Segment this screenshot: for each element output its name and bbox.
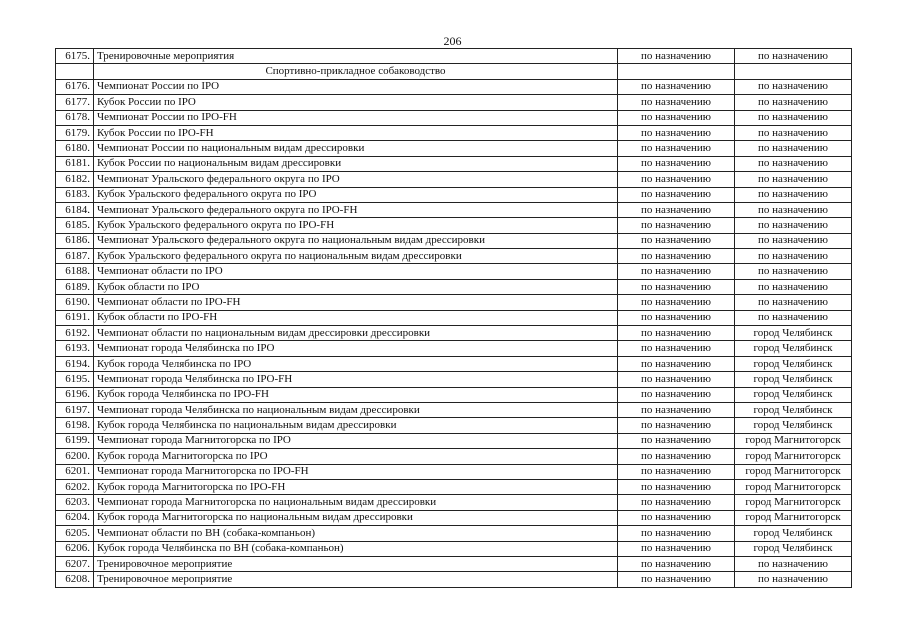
location-cell: город Магнитогорск	[735, 479, 852, 494]
venue-cell: по назначению	[618, 464, 735, 479]
location-cell: по назначению	[735, 202, 852, 217]
table-row	[56, 433, 852, 448]
row-number: 6208.	[56, 572, 94, 587]
row-number: 6189.	[56, 279, 94, 294]
table-row	[56, 125, 852, 140]
row-number: 6196.	[56, 387, 94, 402]
location-cell: по назначению	[735, 95, 852, 110]
table-row	[56, 464, 852, 479]
event-name: Тренировочное мероприятие	[94, 556, 618, 571]
venue-cell: по назначению	[618, 387, 735, 402]
venue-cell: по назначению	[618, 372, 735, 387]
event-name: Чемпионат России по национальным видам дрессировки	[94, 141, 618, 156]
venue-cell: по назначению	[618, 264, 735, 279]
row-number: 6199.	[56, 433, 94, 448]
location-cell: по назначению	[735, 572, 852, 587]
venue-cell: по назначению	[618, 356, 735, 371]
location-cell: город Челябинск	[735, 402, 852, 417]
table-row	[56, 479, 852, 494]
event-name: Чемпионат Уральского федерального округа по IPO-FH	[94, 202, 618, 217]
location-cell: по назначению	[735, 264, 852, 279]
venue-cell: по назначению	[618, 556, 735, 571]
location-cell: город Челябинск	[735, 418, 852, 433]
event-name: Кубок города Магнитогорска по IPO-FH	[94, 479, 618, 494]
event-name: Кубок города Челябинска по IPO-FH	[94, 387, 618, 402]
event-name: Чемпионат города Магнитогорска по IPO	[94, 433, 618, 448]
venue-cell: по назначению	[618, 187, 735, 202]
venue-cell: по назначению	[618, 449, 735, 464]
table-row	[56, 79, 852, 94]
row-number: 6200.	[56, 449, 94, 464]
row-number: 6190.	[56, 295, 94, 310]
location-cell: по назначению	[735, 172, 852, 187]
section-empty-cell	[618, 64, 735, 79]
table-row	[56, 495, 852, 510]
venue-cell: по назначению	[618, 279, 735, 294]
event-name: Кубок области по IPO-FH	[94, 310, 618, 325]
row-number: 6178.	[56, 110, 94, 125]
venue-cell: по назначению	[618, 402, 735, 417]
location-cell: по назначению	[735, 310, 852, 325]
page-number: 206	[443, 34, 462, 48]
venue-cell: по назначению	[618, 79, 735, 94]
row-number: 6185.	[56, 218, 94, 233]
table-row	[56, 402, 852, 417]
table-row	[56, 572, 852, 587]
location-cell: город Магнитогорск	[735, 449, 852, 464]
section-number-cell	[56, 64, 94, 79]
table-row	[56, 510, 852, 525]
venue-cell: по назначению	[618, 218, 735, 233]
venue-cell: по назначению	[618, 156, 735, 171]
row-number: 6206.	[56, 541, 94, 556]
venue-cell: по назначению	[618, 172, 735, 187]
row-number: 6204.	[56, 510, 94, 525]
row-number: 6188.	[56, 264, 94, 279]
row-number: 6184.	[56, 202, 94, 217]
table-row	[56, 110, 852, 125]
location-cell: по назначению	[735, 49, 852, 64]
event-name: Кубок города Магнитогорска по национальным видам дрессировки	[94, 510, 618, 525]
location-cell: по назначению	[735, 110, 852, 125]
location-cell: по назначению	[735, 218, 852, 233]
table-row	[56, 356, 852, 371]
row-number: 6181.	[56, 156, 94, 171]
row-number: 6197.	[56, 402, 94, 417]
row-number: 6187.	[56, 249, 94, 264]
venue-cell: по назначению	[618, 541, 735, 556]
event-name: Чемпионат города Магнитогорска по IPO-FH	[94, 464, 618, 479]
event-name: Чемпионат Уральского федерального округа по IPO	[94, 172, 618, 187]
table-row	[56, 449, 852, 464]
table-row	[56, 172, 852, 187]
row-number: 6202.	[56, 479, 94, 494]
location-cell: по назначению	[735, 233, 852, 248]
venue-cell: по назначению	[618, 295, 735, 310]
event-name: Тренировочное мероприятие	[94, 572, 618, 587]
event-name: Кубок Уральского федерального округа по национальным видам дрессировки	[94, 249, 618, 264]
table-row	[56, 249, 852, 264]
row-number: 6175.	[56, 49, 94, 64]
row-number: 6183.	[56, 187, 94, 202]
table-row	[56, 387, 852, 402]
venue-cell: по назначению	[618, 341, 735, 356]
table-row	[56, 187, 852, 202]
table-row	[56, 295, 852, 310]
table-row	[56, 233, 852, 248]
venue-cell: по назначению	[618, 125, 735, 140]
location-cell: по назначению	[735, 556, 852, 571]
table-row	[56, 372, 852, 387]
venue-cell: по назначению	[618, 510, 735, 525]
row-number: 6195.	[56, 372, 94, 387]
events-table	[55, 48, 852, 588]
location-cell: по назначению	[735, 79, 852, 94]
row-number: 6194.	[56, 356, 94, 371]
venue-cell: по назначению	[618, 49, 735, 64]
event-name: Кубок города Челябинска по IPO	[94, 356, 618, 371]
location-cell: город Челябинск	[735, 526, 852, 541]
table-row	[56, 310, 852, 325]
row-number: 6198.	[56, 418, 94, 433]
table-row	[56, 218, 852, 233]
event-name: Чемпионат города Челябинска по IPO	[94, 341, 618, 356]
table-row	[56, 556, 852, 571]
event-name: Чемпионат России по IPO	[94, 79, 618, 94]
event-name: Чемпионат области по IPO-FH	[94, 295, 618, 310]
location-cell: по назначению	[735, 249, 852, 264]
venue-cell: по назначению	[618, 95, 735, 110]
event-name: Кубок области по IPO	[94, 279, 618, 294]
event-name: Кубок России по национальным видам дрессировки	[94, 156, 618, 171]
venue-cell: по назначению	[618, 495, 735, 510]
location-cell: город Челябинск	[735, 326, 852, 341]
row-number: 6176.	[56, 79, 94, 94]
location-cell: по назначению	[735, 156, 852, 171]
row-number: 6193.	[56, 341, 94, 356]
venue-cell: по назначению	[618, 110, 735, 125]
table-row	[56, 526, 852, 541]
location-cell: город Магнитогорск	[735, 495, 852, 510]
location-cell: город Магнитогорск	[735, 464, 852, 479]
location-cell: город Челябинск	[735, 372, 852, 387]
location-cell: по назначению	[735, 187, 852, 202]
event-name: Кубок России по IPO-FH	[94, 125, 618, 140]
location-cell: по назначению	[735, 279, 852, 294]
table-row	[56, 49, 852, 64]
section-row	[56, 64, 852, 79]
table-row	[56, 141, 852, 156]
venue-cell: по назначению	[618, 141, 735, 156]
section-empty-cell	[735, 64, 852, 79]
venue-cell: по назначению	[618, 433, 735, 448]
event-name: Кубок России по IPO	[94, 95, 618, 110]
event-name: Чемпионат города Челябинска по национальным видам дрессировки	[94, 402, 618, 417]
location-cell: город Челябинск	[735, 356, 852, 371]
table-row	[56, 264, 852, 279]
event-name: Кубок города Челябинска по национальным видам дрессировки	[94, 418, 618, 433]
table-row	[56, 156, 852, 171]
row-number: 6186.	[56, 233, 94, 248]
table-row	[56, 279, 852, 294]
event-name: Чемпионат России по IPO-FH	[94, 110, 618, 125]
table-row	[56, 418, 852, 433]
venue-cell: по назначению	[618, 310, 735, 325]
location-cell: город Челябинск	[735, 341, 852, 356]
section-heading: Спортивно-прикладное собаководство	[94, 64, 618, 79]
event-name: Чемпионат города Магнитогорска по национальным видам дрессировки	[94, 495, 618, 510]
event-name: Кубок города Челябинска по ВН (собака-компаньон)	[94, 541, 618, 556]
row-number: 6207.	[56, 556, 94, 571]
table-row	[56, 541, 852, 556]
location-cell: по назначению	[735, 295, 852, 310]
event-name: Чемпионат области по IPO	[94, 264, 618, 279]
row-number: 6203.	[56, 495, 94, 510]
venue-cell: по назначению	[618, 479, 735, 494]
row-number: 6179.	[56, 125, 94, 140]
venue-cell: по назначению	[618, 572, 735, 587]
event-name: Чемпионат города Челябинска по IPO-FH	[94, 372, 618, 387]
event-name: Чемпионат области по национальным видам дрессировки дрессировки	[94, 326, 618, 341]
venue-cell: по назначению	[618, 202, 735, 217]
row-number: 6201.	[56, 464, 94, 479]
event-name: Тренировочные мероприятия	[94, 49, 618, 64]
row-number: 6177.	[56, 95, 94, 110]
event-name: Кубок города Магнитогорска по IPO	[94, 449, 618, 464]
table-row	[56, 326, 852, 341]
row-number: 6191.	[56, 310, 94, 325]
table-row	[56, 341, 852, 356]
location-cell: город Челябинск	[735, 541, 852, 556]
location-cell: по назначению	[735, 125, 852, 140]
event-name: Чемпионат области по ВН (собака-компаньон)	[94, 526, 618, 541]
table-row	[56, 202, 852, 217]
venue-cell: по назначению	[618, 326, 735, 341]
venue-cell: по назначению	[618, 418, 735, 433]
location-cell: город Магнитогорск	[735, 433, 852, 448]
venue-cell: по назначению	[618, 526, 735, 541]
location-cell: по назначению	[735, 141, 852, 156]
row-number: 6192.	[56, 326, 94, 341]
row-number: 6180.	[56, 141, 94, 156]
event-name: Кубок Уральского федерального округа по IPO-FH	[94, 218, 618, 233]
event-name: Кубок Уральского федерального округа по IPO	[94, 187, 618, 202]
venue-cell: по назначению	[618, 233, 735, 248]
location-cell: город Челябинск	[735, 387, 852, 402]
venue-cell: по назначению	[618, 249, 735, 264]
location-cell: город Магнитогорск	[735, 510, 852, 525]
row-number: 6182.	[56, 172, 94, 187]
table-row	[56, 95, 852, 110]
events-table-body	[56, 49, 852, 588]
event-name: Чемпионат Уральского федерального округа по национальным видам дрессировки	[94, 233, 618, 248]
row-number: 6205.	[56, 526, 94, 541]
